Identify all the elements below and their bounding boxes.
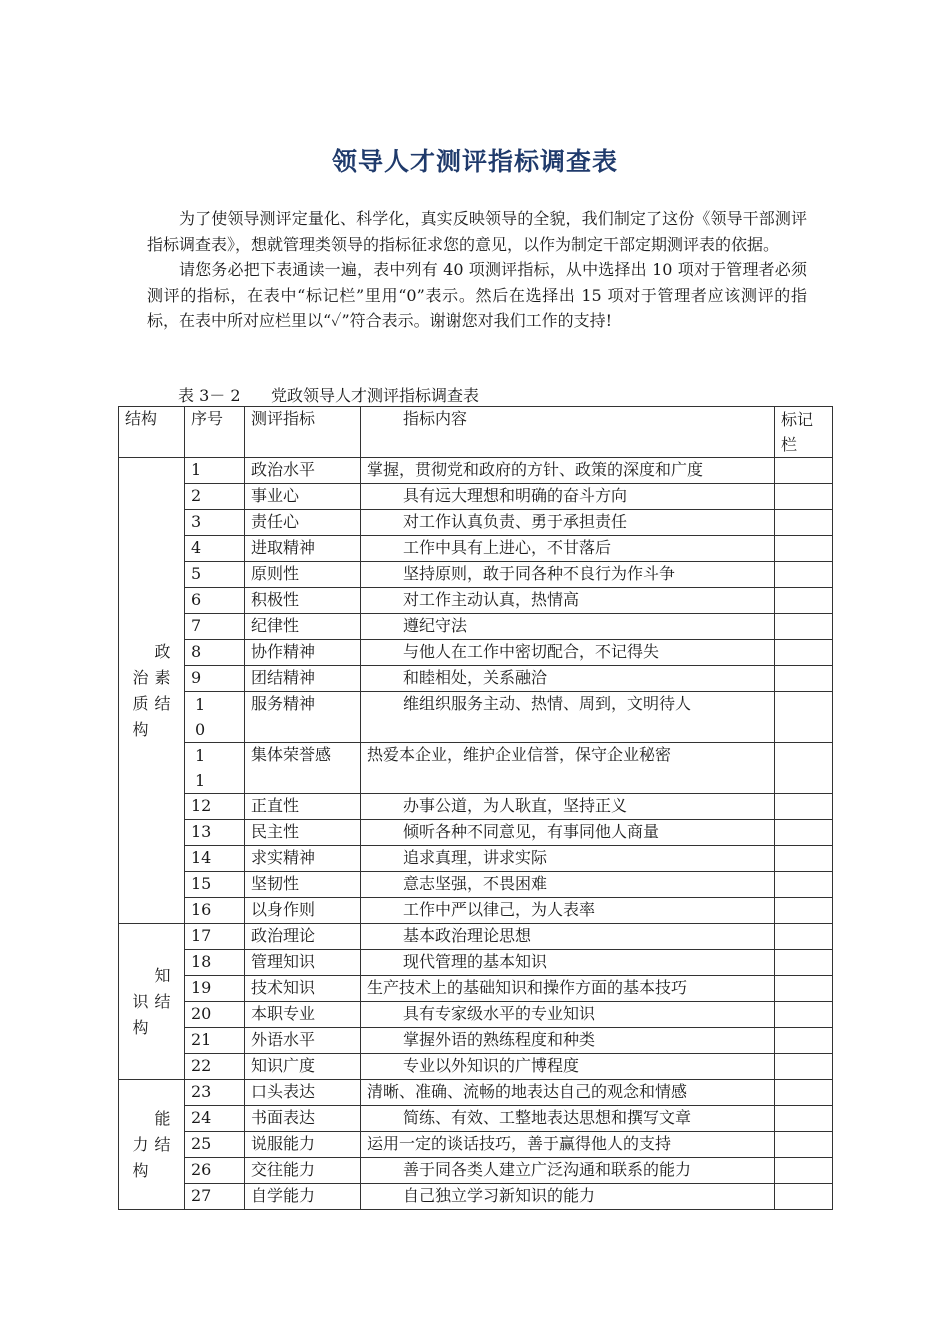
row-content: 对工作主动认真，热情高 xyxy=(361,588,775,614)
row-number: 15 xyxy=(185,872,245,898)
header-indicator: 测评指标 xyxy=(245,407,361,458)
row-mark-cell[interactable] xyxy=(775,898,833,924)
table-row xyxy=(119,536,833,562)
table-row xyxy=(119,510,833,536)
table-row xyxy=(119,950,833,976)
row-number: 1 xyxy=(185,458,245,484)
table-row xyxy=(119,872,833,898)
table-row xyxy=(119,846,833,872)
structure-label-left: 力构 xyxy=(132,1134,149,1180)
row-content: 具有远大理想和明确的奋斗方向 xyxy=(361,484,775,510)
structure-label-left: 治质构 xyxy=(132,667,149,739)
row-mark-cell[interactable] xyxy=(775,794,833,820)
table-row xyxy=(119,1106,833,1132)
row-content: 追求真理，讲求实际 xyxy=(361,846,775,872)
structure-group-cell xyxy=(119,458,185,924)
row-indicator: 坚韧性 xyxy=(245,872,361,898)
row-content: 清晰、准确、流畅的地表达自己的观念和情感 xyxy=(361,1080,775,1106)
row-content: 和睦相处，关系融洽 xyxy=(361,666,775,692)
table-row xyxy=(119,1028,833,1054)
row-indicator: 团结精神 xyxy=(245,666,361,692)
row-content: 掌握，贯彻党和政府的方针、政策的深度和广度 xyxy=(361,458,775,484)
row-mark-cell[interactable] xyxy=(775,484,833,510)
row-number: 5 xyxy=(185,562,245,588)
row-mark-cell[interactable] xyxy=(775,1158,833,1184)
row-content: 专业以外知识的广博程度 xyxy=(361,1054,775,1080)
row-number: 9 xyxy=(185,666,245,692)
row-content: 热爱本企业，维护企业信誉，保守企业秘密 xyxy=(361,743,775,794)
row-content: 简练、有效、工整地表达思想和撰写文章 xyxy=(361,1106,775,1132)
row-indicator: 自学能力 xyxy=(245,1184,361,1210)
row-number: 11 xyxy=(185,743,245,794)
row-number: 21 xyxy=(185,1028,245,1054)
row-mark-cell[interactable] xyxy=(775,1080,833,1106)
row-number: 2 xyxy=(185,484,245,510)
table-row xyxy=(119,562,833,588)
row-mark-cell[interactable] xyxy=(775,1106,833,1132)
row-content: 工作中具有上进心，不甘落后 xyxy=(361,536,775,562)
row-mark-cell[interactable] xyxy=(775,536,833,562)
row-content: 善于同各类人建立广泛沟通和联系的能力 xyxy=(361,1158,775,1184)
structure-label-left: 识构 xyxy=(132,991,149,1037)
row-number: 19 xyxy=(185,976,245,1002)
row-content: 基本政治理论思想 xyxy=(361,924,775,950)
row-indicator: 积极性 xyxy=(245,588,361,614)
row-number: 4 xyxy=(185,536,245,562)
table-row xyxy=(119,976,833,1002)
row-number: 12 xyxy=(185,794,245,820)
row-mark-cell[interactable] xyxy=(775,1132,833,1158)
structure-label-right: 能结 xyxy=(154,1108,171,1154)
table-row xyxy=(119,924,833,950)
row-mark-cell[interactable] xyxy=(775,820,833,846)
table-row xyxy=(119,588,833,614)
row-indicator: 知识广度 xyxy=(245,1054,361,1080)
table-row xyxy=(119,614,833,640)
row-indicator: 外语水平 xyxy=(245,1028,361,1054)
table-row xyxy=(119,692,833,743)
row-number: 26 xyxy=(185,1158,245,1184)
header-number: 序号 xyxy=(185,407,245,458)
row-mark-cell[interactable] xyxy=(775,640,833,666)
row-mark-cell[interactable] xyxy=(775,872,833,898)
structure-group-cell xyxy=(119,924,185,1080)
row-mark-cell[interactable] xyxy=(775,510,833,536)
row-content: 遵纪守法 xyxy=(361,614,775,640)
table-header-row xyxy=(119,407,833,458)
row-indicator: 技术知识 xyxy=(245,976,361,1002)
row-mark-cell[interactable] xyxy=(775,588,833,614)
table-row xyxy=(119,1132,833,1158)
row-mark-cell[interactable] xyxy=(775,1002,833,1028)
intro-paragraph-1: 为了使领导测评定量化、科学化，真实反映领导的全貌，我们制定了这份《领导干部测评指标调查表》，想就管理类领导的指标征求您的意见，以作为制定干部定期测评表的依据。 xyxy=(147,209,807,254)
table-row xyxy=(119,743,833,794)
row-content: 对工作认真负责、勇于承担责任 xyxy=(361,510,775,536)
table-row xyxy=(119,1184,833,1210)
row-number: 18 xyxy=(185,950,245,976)
row-indicator: 协作精神 xyxy=(245,640,361,666)
table-row xyxy=(119,666,833,692)
row-content: 与他人在工作中密切配合，不记得失 xyxy=(361,640,775,666)
row-indicator: 口头表达 xyxy=(245,1080,361,1106)
table-row xyxy=(119,820,833,846)
row-number: 23 xyxy=(185,1080,245,1106)
table-row xyxy=(119,1080,833,1106)
row-content: 现代管理的基本知识 xyxy=(361,950,775,976)
row-mark-cell[interactable] xyxy=(775,692,833,743)
row-number: 22 xyxy=(185,1054,245,1080)
row-number: 16 xyxy=(185,898,245,924)
row-number: 27 xyxy=(185,1184,245,1210)
table-row xyxy=(119,458,833,484)
header-mark: 标记栏 xyxy=(775,407,833,458)
row-content: 维组织服务主动、热情、周到，文明待人 xyxy=(361,692,775,743)
row-indicator: 求实精神 xyxy=(245,846,361,872)
header-content: 指标内容 xyxy=(361,407,775,458)
row-content: 坚持原则，敢于同各种不良行为作斗争 xyxy=(361,562,775,588)
row-mark-cell[interactable] xyxy=(775,666,833,692)
row-content: 生产技术上的基础知识和操作方面的基本技巧 xyxy=(361,976,775,1002)
row-mark-cell[interactable] xyxy=(775,846,833,872)
table-row xyxy=(119,640,833,666)
row-mark-cell[interactable] xyxy=(775,976,833,1002)
intro-text xyxy=(147,206,807,334)
table-caption: 表 3－ 2 党政领导人才测评指标调查表 xyxy=(178,386,480,405)
row-content: 意志坚强，不畏困难 xyxy=(361,872,775,898)
row-indicator: 政治水平 xyxy=(245,458,361,484)
row-indicator: 说服能力 xyxy=(245,1132,361,1158)
row-mark-cell[interactable] xyxy=(775,1054,833,1080)
row-mark-cell[interactable] xyxy=(775,614,833,640)
header-structure: 结构 xyxy=(119,407,185,458)
row-number: 8 xyxy=(185,640,245,666)
row-mark-cell[interactable] xyxy=(775,1184,833,1210)
row-number: 20 xyxy=(185,1002,245,1028)
row-indicator: 政治理论 xyxy=(245,924,361,950)
row-number: 24 xyxy=(185,1106,245,1132)
table-row xyxy=(119,898,833,924)
row-indicator: 管理知识 xyxy=(245,950,361,976)
row-number: 13 xyxy=(185,820,245,846)
row-mark-cell[interactable] xyxy=(775,562,833,588)
row-indicator: 正直性 xyxy=(245,794,361,820)
row-mark-cell[interactable] xyxy=(775,743,833,794)
structure-label-right: 政素结 xyxy=(154,641,171,713)
row-content: 自己独立学习新知识的能力 xyxy=(361,1184,775,1210)
row-number: 10 xyxy=(185,692,245,743)
row-mark-cell[interactable] xyxy=(775,924,833,950)
row-content: 工作中严以律己，为人表率 xyxy=(361,898,775,924)
table-row xyxy=(119,484,833,510)
row-indicator: 纪律性 xyxy=(245,614,361,640)
row-content: 掌握外语的熟练程度和种类 xyxy=(361,1028,775,1054)
intro-paragraph-2: 请您务必把下表通读一遍，表中列有 40 项测评指标，从中选择出 10 项对于管理者必须测评的指标，在表中“标记栏”里用“0”表示。然后在选择出 15 项对于管理者应该测评的指标，在表中所对应栏里以“✓”符合表示。谢谢您对我们工作的支持! xyxy=(147,260,807,330)
row-indicator: 进取精神 xyxy=(245,536,361,562)
row-number: 17 xyxy=(185,924,245,950)
row-number: 14 xyxy=(185,846,245,872)
row-indicator: 本职专业 xyxy=(245,1002,361,1028)
row-number: 3 xyxy=(185,510,245,536)
row-content: 运用一定的谈话技巧，善于赢得他人的支持 xyxy=(361,1132,775,1158)
row-indicator: 交往能力 xyxy=(245,1158,361,1184)
row-content: 具有专家级水平的专业知识 xyxy=(361,1002,775,1028)
row-mark-cell[interactable] xyxy=(775,458,833,484)
row-number: 6 xyxy=(185,588,245,614)
row-mark-cell[interactable] xyxy=(775,1028,833,1054)
row-indicator: 服务精神 xyxy=(245,692,361,743)
row-indicator: 民主性 xyxy=(245,820,361,846)
row-indicator: 以身作则 xyxy=(245,898,361,924)
row-number: 25 xyxy=(185,1132,245,1158)
table-row xyxy=(119,1158,833,1184)
structure-label-right: 知结 xyxy=(154,965,171,1011)
table-row xyxy=(119,794,833,820)
row-indicator: 责任心 xyxy=(245,510,361,536)
table-row xyxy=(119,1002,833,1028)
row-content: 办事公道，为人耿直，坚持正义 xyxy=(361,794,775,820)
row-indicator: 集体荣誉感 xyxy=(245,743,361,794)
indicator-table xyxy=(118,406,833,1210)
row-indicator: 书面表达 xyxy=(245,1106,361,1132)
row-indicator: 事业心 xyxy=(245,484,361,510)
row-mark-cell[interactable] xyxy=(775,950,833,976)
row-content: 倾听各种不同意见，有事同他人商量 xyxy=(361,820,775,846)
row-number: 7 xyxy=(185,614,245,640)
structure-group-cell xyxy=(119,1080,185,1210)
table-row xyxy=(119,1054,833,1080)
row-indicator: 原则性 xyxy=(245,562,361,588)
page-title: 领导人才测评指标调查表 xyxy=(331,147,618,176)
